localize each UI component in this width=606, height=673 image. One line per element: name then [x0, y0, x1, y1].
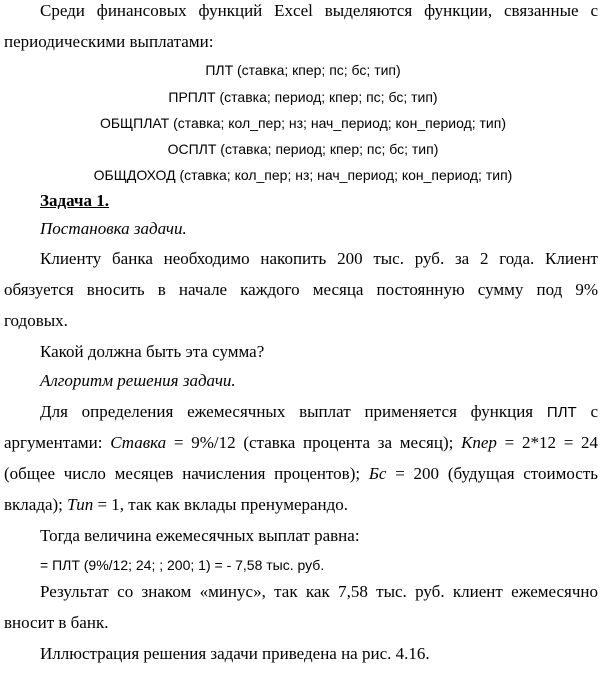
result-line-2: вносит в банк.: [4, 613, 109, 632]
arg-kper-value: = 2*12 = 24: [504, 433, 599, 452]
algorithm-line-1: [40, 402, 598, 422]
payment-intro: Тогда величина ежемесячных выплат равна:: [40, 526, 360, 545]
intro-line-2: периодическими выплатами:: [4, 32, 214, 51]
arg-tip-value: = 1, так как вклады пренумерандо.: [97, 495, 349, 514]
setup-heading: Постановка задачи.: [40, 219, 187, 238]
arg-kper-desc: (общее число месяцев начисления процентов);: [4, 464, 361, 483]
algorithm-line-2: [4, 433, 598, 453]
arg-tip: Тип: [67, 495, 94, 514]
algorithm-line-4: [4, 495, 348, 515]
arg-kper: Кпер: [461, 433, 497, 452]
algorithm-line-3: [4, 464, 598, 484]
problem-line-2: обязуется вносить в начале каждого месяца постоянную сумму под 9%: [4, 280, 598, 299]
function-plt: ПЛТ (ставка; кпер; пс; бс; тип): [205, 62, 401, 78]
arg-stavka-value: = 9%/12 (ставка процента за месяц);: [173, 433, 454, 452]
algorithm-line-1-end: с: [590, 402, 599, 421]
result-line-1: Результат со знаком «минус», так как 7,58 тыс. руб. клиент ежемесячно: [40, 582, 598, 601]
formula: = ПЛТ (9%/12; 24; ; 200; 1) = - 7,58 тыс. руб.: [40, 557, 325, 573]
function-name-plt: ПЛТ: [546, 404, 577, 421]
algorithm-heading: Алгоритм решения задачи.: [40, 371, 236, 390]
question: Какой должна быть эта сумма?: [40, 342, 265, 361]
arg-bs-value: = 200 (будущая стоимость: [395, 464, 599, 483]
function-obshdohod: ОБЩДОХОД (ставка; кол_пер; нз; нач_период; кон_период; тип): [93, 167, 513, 183]
arg-stavka: Ставка: [110, 433, 167, 452]
arg-bs-desc: вклада);: [4, 495, 63, 514]
arguments-label: аргументами:: [4, 433, 103, 452]
function-prplt: ПРПЛТ (ставка; период; кпер; пс; бс; тип): [168, 89, 438, 105]
arg-bs: Бс: [368, 464, 387, 483]
algorithm-line-1-text: Для определения ежемесячных выплат применяется функция: [40, 402, 534, 421]
task-title: Задача 1.: [40, 191, 109, 210]
function-osplt: ОСПЛТ (ставка; период; кпер; пс; бс; тип): [167, 141, 439, 157]
problem-line-3: годовых.: [4, 311, 68, 330]
intro-line-1: Среди финансовых функций Excel выделяются функции, связанные с: [40, 1, 598, 20]
function-obshplat: ОБЩПЛАТ (ставка; кол_пер; нз; нач_период; кон_период; тип): [99, 115, 506, 131]
illustration-reference: Иллюстрация решения задачи приведена на рис. 4.16.: [40, 644, 430, 663]
problem-line-1: Клиенту банка необходимо накопить 200 тыс. руб. за 2 года. Клиент: [40, 249, 598, 268]
